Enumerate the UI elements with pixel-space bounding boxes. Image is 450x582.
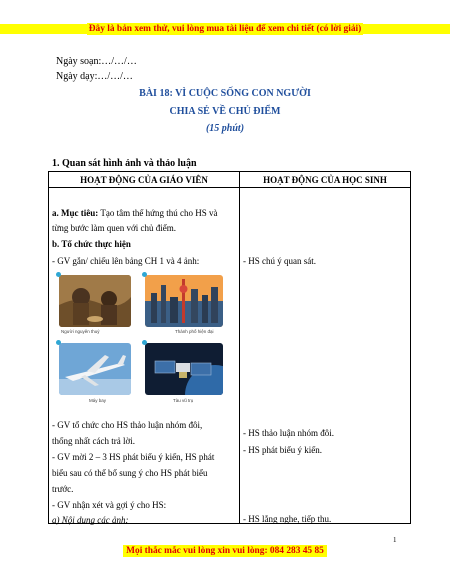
student-step-2: - HS thảo luận nhóm đôi. (243, 428, 334, 438)
caption-spacecraft: Tàu vũ trụ (173, 398, 194, 403)
image-marker-icon (56, 272, 61, 277)
caption-airplane: Máy bay (89, 398, 107, 403)
student-step-3: - HS phát biểu ý kiến. (243, 445, 322, 455)
table-header-row (49, 172, 411, 188)
contact-banner (0, 546, 450, 556)
goal-text-1: Tạo tâm thế hứng thú cho HS và (98, 208, 218, 218)
spacecraft-image (145, 343, 223, 395)
goal-label: a. Mục tiêu: (52, 208, 99, 218)
section-title: 1. Quan sát hình ảnh và thảo luận (52, 158, 197, 169)
table-row (49, 188, 411, 524)
step-2-line-1: - GV tổ chức cho HS thảo luận nhóm đôi, (52, 420, 203, 430)
preview-banner (0, 24, 450, 34)
goal-line-2: từng bước làm quen với chủ điểm. (52, 223, 177, 233)
page-number: 1 (393, 536, 397, 544)
airplane-image (59, 343, 131, 395)
lesson-duration: (15 phút) (205, 123, 245, 134)
preview-banner-text: Đây là bản xem thử, vui lòng mua tài liệu để xem chi tiết (có lời giải) (88, 24, 362, 34)
student-step-4: - HS lắng nghe, tiếp thu. (243, 514, 332, 524)
step-3-line-3: trước. (52, 484, 74, 494)
step-3-line-1: - GV mời 2 – 3 HS phát biểu ý kiến, HS phát (52, 452, 215, 462)
step-3-line-2: biểu sau có thể bổ sung ý cho HS phát biểu (52, 468, 208, 478)
student-step-1: - HS chú ý quan sát. (243, 256, 316, 266)
header-student: HOẠT ĐỘNG CỦA HỌC SINH (240, 172, 411, 188)
primitive-people-image (59, 275, 131, 327)
activity-table (48, 171, 411, 524)
step-4: - GV nhận xét và gợi ý cho HS: (52, 500, 167, 510)
contact-banner-text: Mọi thắc mắc vui lòng xin vui lòng: 084 283 45 85 (123, 545, 327, 557)
date-prepared: Ngày soạn:…/…/… (56, 56, 137, 67)
teacher-cell (49, 188, 240, 524)
caption-primitive: Người nguyên thuỷ (61, 329, 100, 334)
step-5: a) Nội dung các ảnh: (52, 515, 129, 525)
caption-city: Thành phố hiện đại (175, 329, 214, 334)
date-taught: Ngày dạy:…/…/… (56, 71, 133, 82)
step-1: - GV gắn/ chiếu lên bảng CH 1 và 4 ảnh: (52, 256, 200, 266)
step-2-line-2: thống nhất cách trả lời. (52, 436, 135, 446)
method-label: b. Tổ chức thực hiện (52, 239, 131, 249)
modern-city-image (145, 275, 223, 327)
student-cell (240, 188, 411, 524)
image-marker-icon (56, 340, 61, 345)
image-marker-icon (142, 272, 147, 277)
lesson-title: BÀI 18: VÌ CUỘC SỐNG CON NGƯỜI (139, 88, 311, 99)
goal-line-1 (52, 208, 236, 219)
header-teacher: HOẠT ĐỘNG CỦA GIÁO VIÊN (49, 172, 240, 188)
image-marker-icon (142, 340, 147, 345)
lesson-subtitle: CHIA SẺ VỀ CHỦ ĐIỂM (169, 106, 281, 117)
